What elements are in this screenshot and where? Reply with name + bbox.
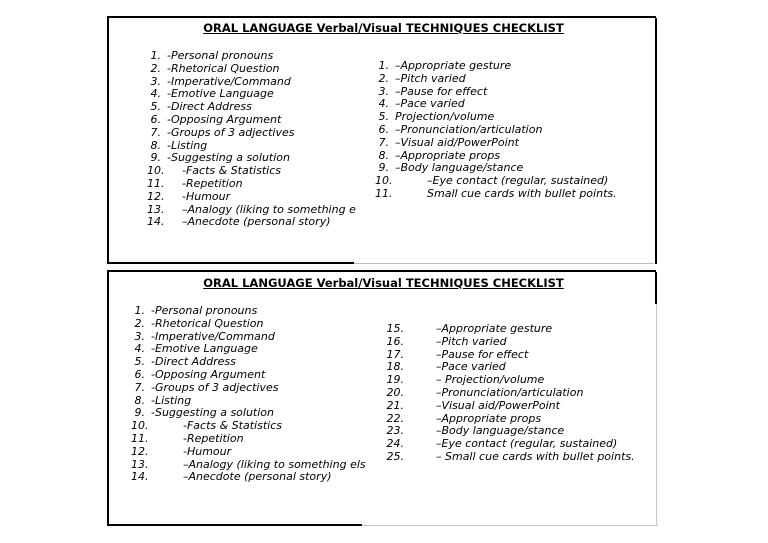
item-text: –Appropriate props bbox=[436, 411, 542, 425]
item-number: 17. bbox=[386, 347, 404, 361]
item-number: 5. bbox=[134, 355, 145, 369]
item-text: -Suggesting a solution bbox=[167, 151, 291, 165]
item-text: -Emotive Language bbox=[151, 342, 258, 356]
item-text: -Repetition bbox=[183, 431, 244, 445]
item-text: –Pronunciation/articulation bbox=[436, 385, 584, 399]
item-number: 15. bbox=[386, 322, 404, 335]
item-text: Small cue cards with bullet points. bbox=[427, 186, 617, 200]
checklist-title: ORAL LANGUAGE Verbal/Visual TECHNIQUES CHECKLIST bbox=[203, 21, 564, 35]
item-text: -Rhetorical Question bbox=[167, 61, 280, 75]
item-number: 11. bbox=[375, 186, 393, 200]
item-text: –Visual aid/PowerPoint bbox=[436, 398, 560, 412]
item-text: -Rhetorical Question bbox=[151, 316, 264, 330]
item-text: -Repetition bbox=[182, 176, 243, 190]
item-text: –Appropriate props bbox=[395, 148, 501, 162]
visual-techniques-list bbox=[375, 59, 617, 201]
item-text: -Imperative/Command bbox=[151, 329, 275, 343]
card-border-bottom bbox=[109, 524, 362, 526]
item-number: 9. bbox=[378, 161, 389, 175]
item-text: Projection/volume bbox=[395, 110, 495, 124]
item-text: -Humour bbox=[182, 189, 231, 203]
item-text: -Imperative/Command bbox=[167, 74, 291, 88]
item-text: -Emotive Language bbox=[167, 87, 274, 101]
item-text: –Anecdote (personal story) bbox=[182, 215, 331, 229]
item-number: 19. bbox=[386, 373, 404, 387]
item-number: 4. bbox=[150, 87, 161, 101]
item-number: 4. bbox=[134, 342, 145, 356]
item-text: –Body language/stance bbox=[395, 161, 524, 175]
checklist-item bbox=[147, 176, 243, 191]
item-number: 12. bbox=[131, 444, 149, 458]
item-text: –Pace varied bbox=[395, 97, 465, 111]
item-number: 2. bbox=[378, 71, 389, 85]
checklist-card-1 bbox=[107, 16, 656, 264]
item-text: – Projection/volume bbox=[436, 373, 545, 387]
item-number: 12. bbox=[147, 189, 165, 203]
item-text: –Pace varied bbox=[436, 360, 506, 374]
item-number: 16. bbox=[386, 334, 404, 348]
item-number: 9. bbox=[134, 406, 145, 420]
item-text: -Listing bbox=[151, 393, 192, 407]
item-text: -Humour bbox=[183, 444, 232, 458]
item-number: 18. bbox=[386, 360, 404, 374]
checklist-item bbox=[147, 61, 280, 76]
checklist-item bbox=[147, 215, 331, 229]
item-number: 1. bbox=[378, 59, 389, 72]
item-number: 11. bbox=[147, 176, 165, 190]
checklist-item bbox=[147, 49, 274, 63]
checklist-item bbox=[375, 186, 617, 201]
checklist-item bbox=[375, 71, 466, 86]
card-border-bottom-faint bbox=[362, 525, 658, 526]
checklist-item bbox=[147, 112, 282, 127]
checklist-item bbox=[385, 334, 507, 349]
checklist-item bbox=[131, 367, 266, 382]
item-text: – Small cue cards with bullet points. bbox=[436, 449, 635, 463]
item-text: –Anecdote (personal story) bbox=[183, 470, 332, 484]
checklist-item bbox=[375, 59, 512, 73]
item-text: -Facts & Statistics bbox=[183, 419, 282, 433]
item-number: 10. bbox=[131, 419, 149, 433]
item-text: -Personal pronouns bbox=[167, 49, 274, 62]
checklist-item bbox=[385, 398, 560, 413]
item-text: –Body language/stance bbox=[436, 424, 565, 438]
item-text: –Appropriate gesture bbox=[436, 322, 553, 335]
item-text: -Suggesting a solution bbox=[151, 406, 275, 420]
verbal-techniques-list bbox=[131, 304, 366, 484]
item-text: -Listing bbox=[167, 138, 208, 152]
item-text: -Direct Address bbox=[167, 100, 252, 114]
item-text: -Opposing Argument bbox=[167, 112, 282, 126]
item-text: –Pitch varied bbox=[395, 71, 466, 85]
item-number: 3. bbox=[378, 84, 389, 98]
item-text: -Personal pronouns bbox=[151, 304, 258, 317]
checklist-item bbox=[147, 189, 231, 204]
item-text: -Groups of 3 adjectives bbox=[167, 125, 295, 139]
item-number: 8. bbox=[378, 148, 389, 162]
checklist-item bbox=[375, 135, 519, 150]
checklist-item bbox=[131, 380, 279, 395]
checklist-item bbox=[131, 470, 332, 484]
item-number: 9. bbox=[150, 151, 161, 165]
item-number: 10. bbox=[375, 174, 393, 188]
checklist-title: ORAL LANGUAGE Verbal/Visual TECHNIQUES CHECKLIST bbox=[203, 276, 564, 290]
item-text: -Facts & Statistics bbox=[182, 164, 281, 178]
item-text: –Visual aid/PowerPoint bbox=[395, 135, 519, 149]
item-text: -Opposing Argument bbox=[151, 367, 266, 381]
item-text: -Groups of 3 adjectives bbox=[151, 380, 279, 394]
item-number: 5. bbox=[378, 110, 389, 124]
checklist-item bbox=[385, 385, 584, 400]
checklist-card-2 bbox=[107, 270, 656, 526]
item-text: –Pronunciation/articulation bbox=[395, 122, 543, 136]
item-number: 6. bbox=[150, 112, 161, 126]
item-text: –Eye contact (regular, sustained) bbox=[427, 174, 609, 188]
item-number: 2. bbox=[134, 316, 145, 330]
item-number: 25. bbox=[386, 449, 404, 463]
item-text: -Direct Address bbox=[151, 355, 236, 369]
item-number: 13. bbox=[147, 202, 165, 216]
item-number: 14. bbox=[147, 215, 165, 229]
item-number: 8. bbox=[150, 138, 161, 152]
item-text: –Eye contact (regular, sustained) bbox=[436, 437, 618, 451]
checklist-item bbox=[385, 322, 553, 336]
item-number: 13. bbox=[131, 457, 149, 471]
item-number: 1. bbox=[134, 304, 145, 317]
verbal-techniques-list bbox=[147, 49, 356, 229]
item-number: 1. bbox=[150, 49, 161, 62]
item-text: –Pause for effect bbox=[395, 84, 488, 98]
item-number: 6. bbox=[378, 122, 389, 136]
item-number: 20. bbox=[386, 385, 404, 399]
item-text: –Appropriate gesture bbox=[395, 59, 512, 72]
item-number: 3. bbox=[150, 74, 161, 88]
item-number: 2. bbox=[150, 61, 161, 75]
item-text: –Pause for effect bbox=[436, 347, 529, 361]
checklist-item bbox=[147, 125, 295, 140]
item-number: 3. bbox=[134, 329, 145, 343]
checklist-item bbox=[131, 304, 258, 318]
card-border-bottom-faint bbox=[354, 263, 654, 264]
item-number: 24. bbox=[386, 437, 404, 451]
checklist-item bbox=[131, 431, 244, 446]
item-number: 6. bbox=[134, 367, 145, 381]
item-number: 11. bbox=[131, 431, 149, 445]
checklist-item bbox=[375, 122, 543, 137]
card-border-right-faint bbox=[656, 304, 657, 526]
item-number: 5. bbox=[150, 100, 161, 114]
card-border-right bbox=[655, 18, 657, 264]
item-text: –Pitch varied bbox=[436, 334, 507, 348]
item-text: –Analogy (liking to something e bbox=[182, 202, 356, 216]
item-number: 7. bbox=[378, 135, 389, 149]
checklist-item bbox=[385, 449, 635, 464]
item-number: 7. bbox=[134, 380, 145, 394]
item-number: 10. bbox=[147, 164, 165, 178]
item-text: –Analogy (liking to something els bbox=[183, 457, 366, 471]
item-number: 8. bbox=[134, 393, 145, 407]
visual-techniques-list bbox=[385, 322, 635, 464]
item-number: 23. bbox=[386, 424, 404, 438]
card-border-bottom bbox=[109, 262, 354, 264]
item-number: 22. bbox=[386, 411, 404, 425]
item-number: 21. bbox=[386, 398, 404, 412]
checklist-item bbox=[131, 316, 264, 331]
item-number: 7. bbox=[150, 125, 161, 139]
item-number: 14. bbox=[131, 470, 149, 484]
item-number: 4. bbox=[378, 97, 389, 111]
checklist-item bbox=[131, 444, 232, 459]
